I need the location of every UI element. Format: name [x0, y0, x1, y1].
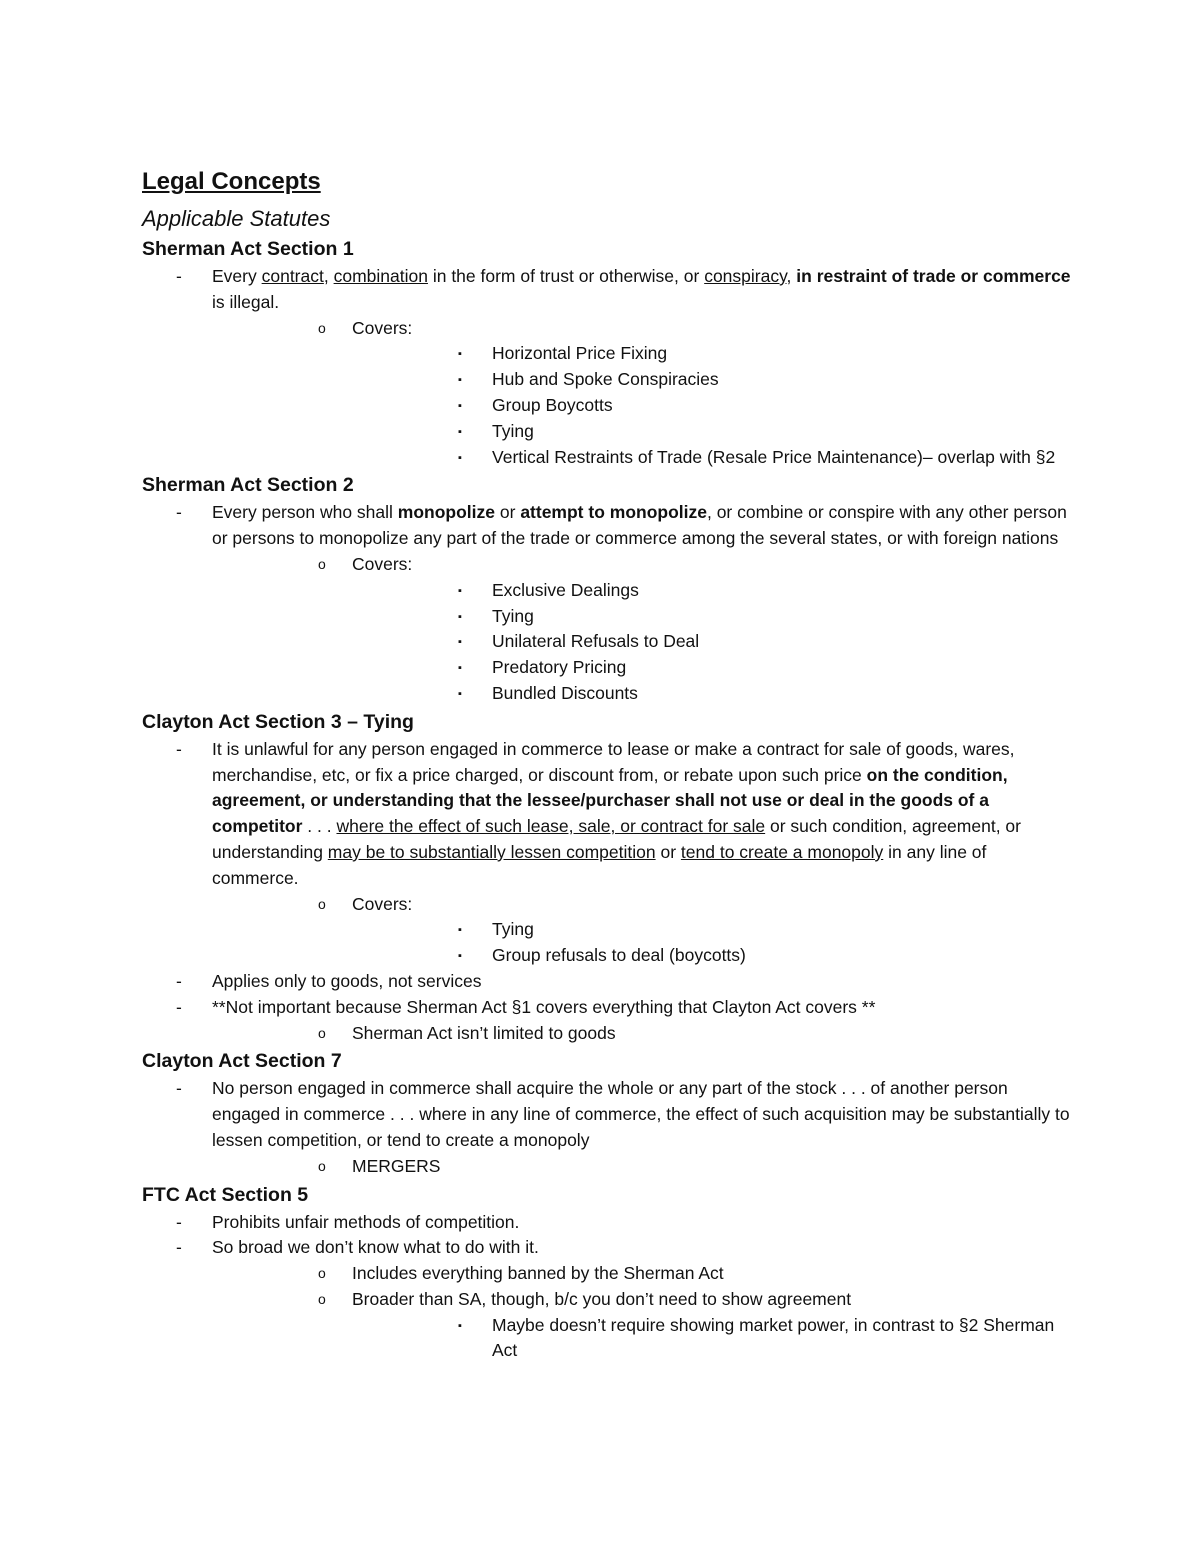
square-bullet-icon: ▪: [458, 584, 462, 597]
document-subtitle: Applicable Statutes: [142, 206, 331, 231]
list-item-text: Maybe doesn’t require showing market power, in contrast to §2 Sherman Act: [492, 1314, 1055, 1361]
text-run: or such condition, agreement, or understanding: [212, 816, 1021, 862]
list-item-text: No person engaged in commerce shall acquire the whole or any part of the stock . . . of another person engaged in commerce . . . where in any line of commerce, the effect of such acquisition may be substantially to lessen competition, or tend to create a monopoly: [212, 1078, 1070, 1150]
sub-list: [282, 1021, 1072, 1047]
underlined-term: contract: [261, 266, 324, 286]
sub-list: [282, 892, 1072, 969]
list-item-text: Applies only to goods, not services: [212, 970, 482, 991]
text-run: It is unlawful for any person engaged in commerce to lease or make a contract for sale of goods, wares, merchandise, etc, or fix a price charged, or discount from, or rebate upon such price: [212, 738, 1015, 785]
circle-bullet-icon: o: [318, 319, 326, 336]
bullet-list: [142, 1210, 1072, 1365]
square-bullet-icon: ▪: [458, 924, 462, 937]
list-item: [142, 995, 1072, 1047]
underlined-term: conspiracy: [704, 266, 787, 286]
sub-list: [282, 1154, 1072, 1180]
sub-sub-list: [422, 578, 1072, 707]
document-title: Legal Concepts: [142, 168, 321, 195]
text-run: ,: [786, 266, 797, 286]
list-item-text: Hub and Spoke Conspiracies: [492, 369, 719, 390]
underlined-term: tend to create a monopoly: [680, 841, 884, 862]
list-item-text: Unilateral Refusals to Deal: [492, 631, 700, 652]
list-item-text: Vertical Restraints of Trade (Resale Price Maintenance)– overlap with §2: [492, 446, 1056, 467]
square-bullet-icon: ▪: [458, 687, 462, 700]
underlined-term: may be to substantially lessen competition: [327, 841, 656, 862]
square-bullet-icon: ▪: [458, 399, 462, 412]
square-bullet-icon: ▪: [458, 950, 462, 963]
list-item: [282, 552, 1072, 707]
circle-bullet-icon: o: [318, 1157, 326, 1174]
underlined-term: where the effect of such lease, sale, or contract for sale: [336, 816, 766, 837]
list-item: [142, 1076, 1072, 1179]
square-bullet-icon: ▪: [458, 610, 462, 623]
list-item: [282, 1021, 1072, 1047]
square-bullet-icon: ▪: [458, 425, 462, 438]
list-item: [422, 655, 1072, 681]
text-run: or: [495, 502, 521, 523]
sub-sub-list: [422, 341, 1072, 470]
bold-phrase: on the condition, agreement, or understanding that the lessee/purchaser shall not use or deal in the goods of a competitor: [212, 764, 1008, 837]
bold-phrase: attempt to monopolize: [520, 502, 707, 523]
square-bullet-icon: ▪: [458, 374, 462, 387]
bullet-list: [142, 264, 1072, 470]
document-content: [142, 166, 1072, 1364]
list-item: [422, 578, 1072, 604]
list-item: [422, 681, 1072, 707]
sub-sub-list: [422, 1313, 1072, 1365]
text-run: Every: [212, 266, 262, 286]
list-item: [282, 316, 1072, 471]
list-item: [282, 892, 1072, 969]
dash-bullet-icon: -: [176, 996, 182, 1017]
dash-bullet-icon: -: [176, 266, 182, 286]
text-run: . . .: [302, 816, 337, 837]
section-heading-sherman-1: Sherman Act Section 1: [142, 238, 354, 260]
list-item-text: Tying: [492, 919, 534, 940]
list-item: [422, 604, 1072, 630]
list-item-text: Group Boycotts: [492, 394, 613, 415]
covers-label: Covers:: [352, 893, 413, 914]
list-item-text: MERGERS: [352, 1155, 441, 1176]
section-heading-clayton-3: Clayton Act Section 3 – Tying: [142, 710, 414, 733]
circle-bullet-icon: o: [318, 1265, 326, 1282]
list-item: [422, 419, 1072, 445]
dash-bullet-icon: -: [176, 1078, 182, 1099]
list-item: [142, 1210, 1072, 1236]
square-bullet-icon: ▪: [458, 636, 462, 649]
bullet-list: [142, 1076, 1072, 1179]
list-item-text: Prohibits unfair methods of competition.: [212, 1211, 520, 1232]
list-item-text: Broader than SA, though, b/c you don’t need to show agreement: [352, 1288, 852, 1309]
dash-bullet-icon: -: [176, 1211, 182, 1232]
section-heading-sherman-2: Sherman Act Section 2: [142, 474, 354, 497]
square-bullet-icon: ▪: [458, 1319, 462, 1332]
circle-bullet-icon: o: [318, 555, 326, 572]
list-item-text: Tying: [492, 420, 534, 441]
list-item: [282, 1287, 1072, 1364]
list-item: [282, 1261, 1072, 1287]
list-item-text: Group refusals to deal (boycotts): [492, 945, 746, 966]
covers-label: Covers:: [352, 553, 413, 574]
section-heading-clayton-7: Clayton Act Section 7: [142, 1050, 342, 1073]
dash-bullet-icon: -: [176, 502, 182, 523]
text-run: in the form of trust or otherwise, or: [427, 266, 705, 286]
list-item: [422, 1313, 1072, 1365]
text-run: ,: [323, 266, 334, 286]
list-item: [142, 969, 1072, 995]
text-run: or: [655, 841, 681, 862]
circle-bullet-icon: o: [318, 895, 326, 912]
list-item-text: Tying: [492, 605, 534, 626]
list-item: [142, 264, 1072, 470]
sub-sub-list: [422, 917, 1072, 969]
underlined-term: combination: [333, 266, 428, 286]
bold-phrase: monopolize: [397, 502, 496, 523]
bullet-list: [142, 500, 1072, 706]
sub-list: [282, 552, 1072, 707]
list-item-text: Sherman Act isn’t limited to goods: [352, 1022, 616, 1043]
list-item: [422, 445, 1072, 471]
list-item: [142, 737, 1072, 969]
bold-phrase: in restraint of trade or commerce: [796, 266, 1071, 286]
circle-bullet-icon: o: [318, 1024, 326, 1041]
covers-label: Covers:: [352, 317, 413, 338]
list-item: [422, 917, 1072, 943]
text-run: in any line of commerce.: [212, 841, 987, 888]
list-item: [422, 341, 1072, 367]
sub-list: [282, 316, 1072, 471]
list-item: [422, 393, 1072, 419]
square-bullet-icon: ▪: [458, 348, 462, 361]
list-item: [422, 943, 1072, 969]
list-item: [142, 1235, 1072, 1364]
list-item: [422, 367, 1072, 393]
list-item: [282, 1154, 1072, 1180]
list-item-text: **Not important because Sherman Act §1 covers everything that Clayton Act covers **: [212, 996, 876, 1017]
text-run: , or combine or conspire with any other person or persons to monopolize any part of the trade or commerce among the several states, or with foreign nations: [212, 502, 1067, 549]
list-item-text: Horizontal Price Fixing: [492, 343, 668, 364]
dash-bullet-icon: -: [176, 738, 182, 759]
section-heading-ftc-5: FTC Act Section 5: [142, 1183, 309, 1206]
square-bullet-icon: ▪: [458, 451, 462, 464]
text-run: is illegal.: [212, 291, 280, 312]
list-item-text: So broad we don’t know what to do with it.: [212, 1237, 539, 1258]
dash-bullet-icon: -: [176, 970, 182, 991]
list-item: [142, 500, 1072, 706]
text-run: Every person who shall: [212, 502, 398, 523]
dash-bullet-icon: -: [176, 1237, 182, 1258]
square-bullet-icon: ▪: [458, 662, 462, 675]
list-item-text: Exclusive Dealings: [492, 579, 639, 600]
sub-list: [282, 1261, 1072, 1364]
list-item-text: Bundled Discounts: [492, 682, 638, 703]
circle-bullet-icon: o: [318, 1290, 326, 1307]
list-item-text: Predatory Pricing: [492, 657, 627, 678]
list-item-text: Includes everything banned by the Sherman Act: [352, 1263, 724, 1284]
list-item: [422, 629, 1072, 655]
bullet-list: [142, 737, 1072, 1047]
